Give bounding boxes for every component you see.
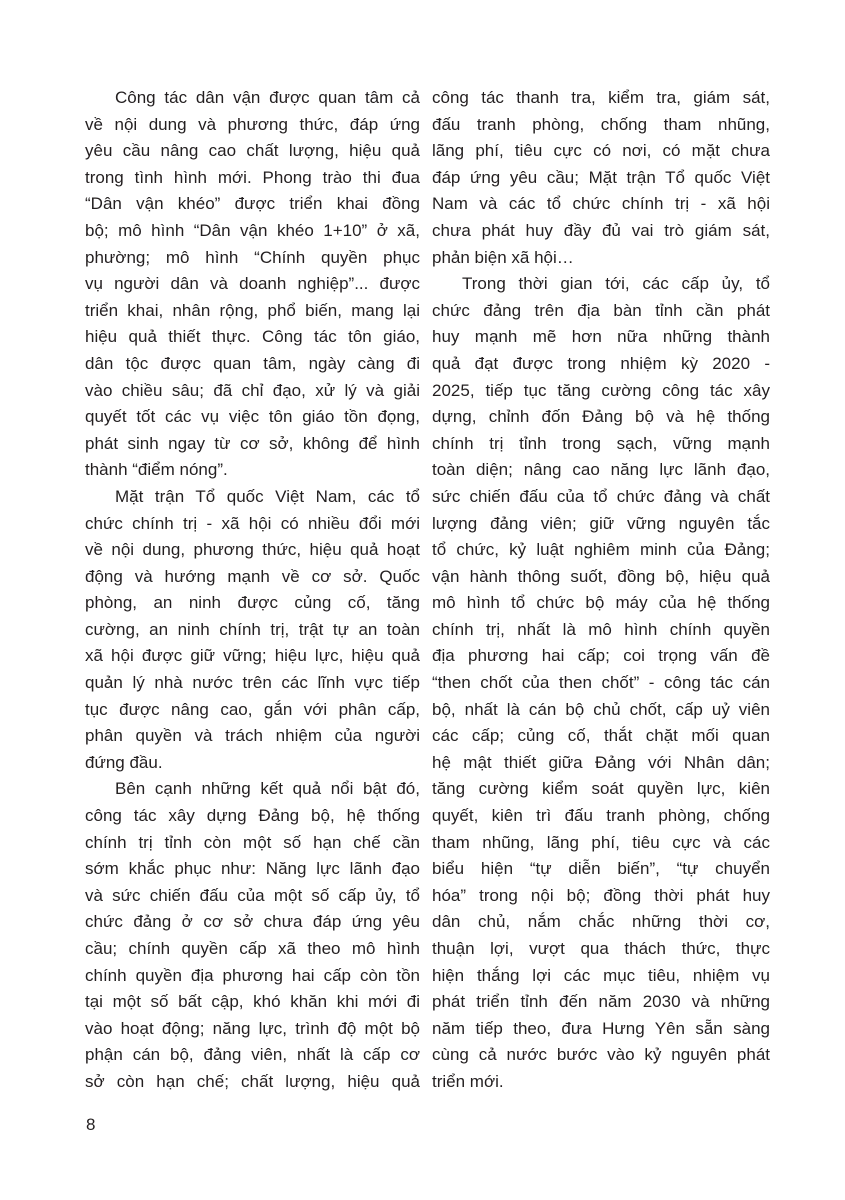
text-line: về nội dung, phương thức, hiệu quả hoạt <box>85 540 420 560</box>
text-line: chức chính trị - xã hội có nhiều đổi mới <box>85 513 420 533</box>
text-line: xã hội được giữ vững; hiệu lực, hiệu quả <box>85 646 420 666</box>
text-line: vào hoạt động; năng lực, trình độ một bộ <box>85 1018 420 1038</box>
text-line: và sức chiến đấu của một số cấp ủy, tổ <box>85 885 420 905</box>
paragraph <box>85 484 420 777</box>
paragraph <box>85 776 420 1095</box>
text-line: tục được nâng cao, gắn với phân cấp, <box>85 699 420 719</box>
text-line: tại một số bất cập, khó khăn khi mới đi <box>85 992 420 1012</box>
text-line: sớm khắc phục như: Năng lực lãnh đạo <box>85 859 420 879</box>
text-line: quả đạt được trong nhiệm kỳ 2020 - <box>432 353 770 373</box>
text-line: biểu hiện “tự diễn biến”, “tự chuyển <box>432 859 770 879</box>
page-number: 8 <box>86 1115 96 1134</box>
text-line: công tác thanh tra, kiểm tra, giám sát, <box>432 88 770 107</box>
text-line: lượng đảng viên; giữ vững nguyên tắc <box>432 513 770 533</box>
text-line: Mặt trận Tổ quốc Việt Nam, các tổ <box>115 486 420 506</box>
text-line: Công tác dân vận được quan tâm cả <box>115 88 420 107</box>
text-line: yêu cầu nâng cao chất lượng, hiệu quả <box>85 141 420 161</box>
text-line: cùng cả nước bước vào kỷ nguyên phát <box>432 1045 770 1065</box>
text-line: phận cán bộ, đảng viên, nhất là cấp cơ <box>85 1045 420 1065</box>
text-line: sở còn hạn chế; chất lượng, hiệu quả <box>85 1071 420 1091</box>
text-line: năm tiếp theo, đưa Hưng Yên sẵn sàng <box>432 1018 770 1038</box>
paragraph <box>432 271 770 1095</box>
text-line: đứng đầu. <box>85 752 163 772</box>
text-line: thuận lợi, vượt qua thách thức, thực <box>432 939 770 958</box>
text-line: “Dân vận khéo” được triển khai đồng <box>85 194 420 214</box>
right-column <box>432 85 770 1096</box>
text-line: Bên cạnh những kết quả nổi bật đó, <box>115 779 420 799</box>
text-line: toàn diện; nâng cao năng lực lãnh đạo, <box>432 460 770 480</box>
text-line: huy mạnh mẽ hơn nữa những thành <box>432 327 770 347</box>
text-line: mô hình tổ chức bộ máy của hệ thống <box>432 593 770 613</box>
paragraph <box>432 85 770 271</box>
text-line: phát sinh ngay từ cơ sở, không để hình <box>85 433 420 453</box>
text-line: đấu tranh phòng, chống tham nhũng, <box>432 114 770 134</box>
text-line: chưa phát huy đầy đủ vai trò giám sát, <box>432 220 770 240</box>
text-line: bộ, nhất là cán bộ chủ chốt, cấp uỷ viên <box>432 699 770 719</box>
text-line: chức đảng trên địa bàn tỉnh cần phát <box>432 300 770 320</box>
text-line: hệ mật thiết giữa Đảng với Nhân dân; <box>432 752 770 772</box>
text-line: phân quyền và trách nhiệm của người <box>85 726 420 746</box>
text-line: quản lý nhà nước trên các lĩnh vực tiếp <box>85 673 420 693</box>
text-line: thành “điểm nóng”. <box>85 460 228 480</box>
text-line: dựng, chỉnh đốn Đảng bộ và hệ thống <box>432 407 770 427</box>
text-line: các cấp; củng cố, thắt chặt mối quan <box>432 726 770 746</box>
text-line: “then chốt của then chốt” - công tác cán <box>432 673 770 693</box>
text-line: sức chiến đấu của tổ chức đảng và chất <box>432 486 770 506</box>
text-line: vào chiều sâu; đã chỉ đạo, xử lý và giải <box>85 380 420 400</box>
text-line: cầu; chính quyền cấp xã theo mô hình <box>85 939 420 958</box>
text-line: lãng phí, tiêu cực có nơi, có mặt chưa <box>432 141 770 161</box>
text-line: chính trị tỉnh còn một số hạn chế cần <box>85 832 420 852</box>
text-line: phòng, an ninh được củng cố, tăng <box>85 593 420 613</box>
text-line: chính trị, nhất là mô hình chính quyền <box>432 619 770 639</box>
text-line: tham nhũng, lãng phí, tiêu cực và các <box>432 832 770 852</box>
text-line: trong tình hình mới. Phong trào thi đua <box>85 167 420 187</box>
text-line: về nội dung và phương thức, đáp ứng <box>85 114 420 134</box>
text-line: đáp ứng yêu cầu; Mặt trận Tổ quốc Việt <box>432 167 770 187</box>
text-line: hóa” trong nội bộ; đồng thời phát huy <box>432 885 770 905</box>
text-line: quyết tốt các vụ việc tôn giáo tồn đọng, <box>85 407 420 427</box>
text-line: triển khai, nhân rộng, phổ biến, mang lại <box>85 300 420 320</box>
text-line: hiện thắng lợi các mục tiêu, nhiệm vụ <box>432 965 770 985</box>
paragraph <box>85 85 420 484</box>
text-line: Trong thời gian tới, các cấp ủy, tổ <box>462 274 770 294</box>
text-line: bộ; mô hình “Dân vận khéo 1+10” ở xã, <box>85 220 420 240</box>
text-line: cường, an ninh chính trị, trật tự an toàn <box>85 619 420 639</box>
text-line: quyết, kiên trì đấu tranh phòng, chống <box>432 806 770 826</box>
text-line: chính quyền địa phương hai cấp còn tồn <box>85 965 420 985</box>
text-line: 2025, tiếp tục tăng cường công tác xây <box>432 380 770 400</box>
text-line: chính trị tỉnh trong sạch, vững mạnh <box>432 433 770 453</box>
text-line: động và hướng mạnh về cơ sở. Quốc <box>85 566 420 586</box>
text-line: Nam và các tổ chức chính trị - xã hội <box>432 194 770 214</box>
text-line: tổ chức, kỷ luật nghiêm minh của Đảng; <box>432 540 770 560</box>
text-line: vận hành thông suốt, đồng bộ, hiệu quả <box>432 566 770 586</box>
text-line: dân tộc được quan tâm, ngày càng đi <box>85 353 420 373</box>
text-line: dân chủ, nắm chắc những thời cơ, <box>432 912 770 932</box>
text-line: phường; mô hình “Chính quyền phục <box>85 247 420 267</box>
text-line: công tác xây dựng Đảng bộ, hệ thống <box>85 806 420 826</box>
text-line: địa phương hai cấp; coi trọng vấn đề <box>432 646 770 666</box>
text-line: phát triển tỉnh đến năm 2030 và những <box>432 992 770 1012</box>
text-line: phản biện xã hội… <box>432 247 574 267</box>
text-line: chức đảng ở cơ sở chưa đáp ứng yêu <box>85 912 420 932</box>
left-column <box>85 85 420 1096</box>
text-line: hiệu quả thiết thực. Công tác tôn giáo, <box>85 327 420 347</box>
text-line: tăng cường kiểm soát quyền lực, kiên <box>432 779 770 799</box>
text-line: vụ người dân và doanh nghiệp”... được <box>85 274 420 294</box>
text-line: triển mới. <box>432 1071 504 1091</box>
